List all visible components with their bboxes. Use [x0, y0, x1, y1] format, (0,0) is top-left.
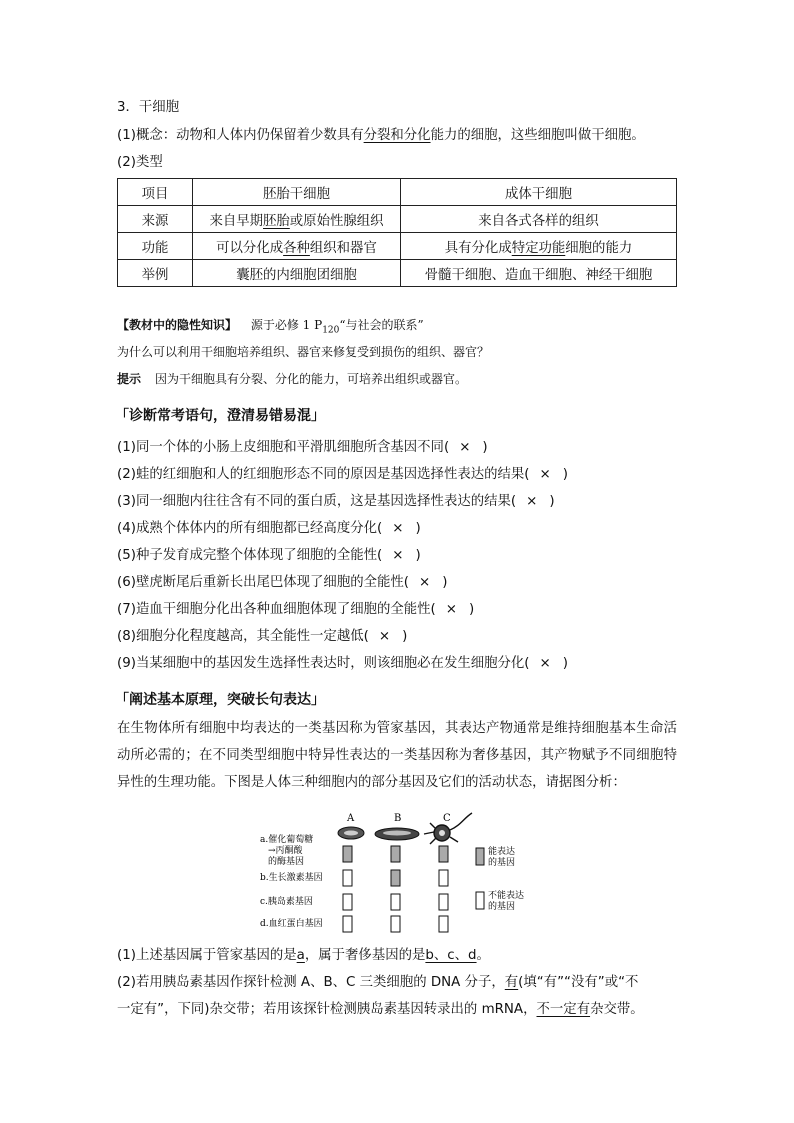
red-blood-cell-icon	[338, 827, 364, 839]
table-header-cell: 项目	[118, 179, 193, 206]
table-header-cell: 胚胎干细胞	[193, 179, 401, 206]
elongated-cell-icon	[375, 828, 419, 840]
judgement-item: (4)成熟个体体内的所有细胞都已经高度分化( × )	[117, 521, 421, 536]
gene-silent-bar	[439, 916, 448, 932]
gene-expression-figure	[258, 808, 548, 938]
legend-off-label: 的基因	[488, 902, 516, 912]
gene-expressed-bar	[391, 870, 400, 886]
gene-d-label: d.血红蛋白基因	[260, 919, 323, 929]
cell-label-a: A	[347, 813, 355, 824]
cell-label-c: C	[443, 813, 451, 824]
section-title-explain: 「阐述基本原理，突破长句表达」	[115, 692, 325, 708]
gene-silent-bar	[439, 870, 448, 886]
gene-expressed-bar	[439, 846, 448, 862]
judgement-item: (7)造血干细胞分化出各种血细胞体现了细胞的全能性( × )	[117, 602, 475, 617]
table-header-row	[118, 179, 677, 206]
judgement-item: (2)蛙的红细胞和人的红细胞形态不同的原因是基因选择性表达的结果( × )	[117, 467, 568, 482]
gene-silent-bar	[391, 894, 400, 910]
gene-c-label: c.胰岛素基因	[260, 897, 313, 907]
judgement-item: (8)细胞分化程度越高，其全能性一定越低( × )	[117, 629, 408, 644]
gene-expressed-bar	[391, 846, 400, 862]
adult-cell: 骨髓干细胞、造血干细胞、神经干细胞	[401, 260, 677, 287]
adult-cell: 具有分化成特定功能细胞的能力	[401, 233, 677, 260]
table-header-cell: 成体干细胞	[401, 179, 677, 206]
hidden-knowledge-answer: 提示 因为干细胞具有分裂、分化的能力，可培养出组织或器官。	[117, 372, 468, 386]
judgement-item: (5)种子发育成完整个体体现了细胞的全能性( × )	[117, 548, 421, 563]
concept-suffix: 能力的细胞，这些细胞叫做干细胞。	[430, 128, 645, 143]
judgement-item: (3)同一细胞内往往含有不同的蛋白质，这是基因选择性表达的结果( × )	[117, 494, 555, 509]
gene-silent-bar	[343, 894, 352, 910]
judgement-item: (6)壁虎断尾后重新长出尾巴体现了细胞的全能性( × )	[117, 575, 448, 590]
legend-off-label: 不能表达	[488, 891, 525, 901]
cell-label-b: B	[394, 813, 402, 824]
concept-prefix: (1)概念：动物和人体内仍保留着少数具有	[117, 128, 364, 143]
stem-cell-table	[117, 178, 677, 287]
gene-silent-bar	[343, 916, 352, 932]
question-2-line-1: (2)若用胰岛素基因作探针检测 A、B、C 三类细胞的 DNA 分子，有(填“有”“没有”或“不	[117, 975, 639, 990]
row-label: 来源	[118, 206, 193, 233]
judgement-item: (9)当某细胞中的基因发生选择性表达时，则该细胞必在发生细胞分化( × )	[117, 656, 568, 671]
gene-a-label: 的酶基因	[268, 857, 305, 867]
concept-answer: 分裂和分化	[363, 128, 431, 143]
judgement-item: (1)同一个体的小肠上皮细胞和平滑肌细胞所含基因不同( × )	[117, 440, 488, 455]
hidden-knowledge-title: 【教材中的隐性知识】 源于必修 1 $P_{120}“$与社会的联系”	[117, 318, 424, 336]
table-row	[118, 206, 677, 233]
gene-silent-bar	[391, 916, 400, 932]
legend-on-label: 的基因	[488, 858, 516, 868]
table-row	[118, 233, 677, 260]
gene-a-label: a.催化葡萄糖	[260, 835, 314, 845]
gene-silent-bar	[439, 894, 448, 910]
legend-on-swatch	[476, 848, 484, 865]
embryonic-cell: 囊胚的内细胞团细胞	[193, 260, 401, 287]
concept-line	[117, 124, 645, 143]
row-label: 举例	[118, 260, 193, 287]
gene-state-bars	[343, 846, 448, 932]
legend-on-label: 能表达	[488, 847, 516, 857]
explanation-paragraph: 在生物体所有细胞中均表达的一类基因称为管家基因，其表达产物通常是维持细胞基本生命活动所必需的；在不同类型细胞中特异性表达的一类基因称为奢侈基因，其产物赋予不同细胞特异性的生理功能。下图是人体三种细胞内的部分基因及它们的活动状态，请据图分析：	[117, 721, 677, 790]
question-2-line-2: 一定有”，下同)杂交带；若用该探针检测胰岛素基因转录出的 mRNA，不一定有杂交带。	[117, 1002, 644, 1017]
gene-b-label: b.生长激素基因	[260, 873, 323, 883]
section-title-diagnose: 「诊断常考语句，澄清易错易混」	[115, 408, 325, 424]
hidden-knowledge-question: 为什么可以利用干细胞培养组织、器官来修复受到损伤的组织、器官？	[117, 345, 490, 359]
gene-silent-bar	[343, 870, 352, 886]
question-1: (1)上述基因属于管家基因的是a，属于奢侈基因的是b、c、d。	[117, 948, 490, 963]
embryonic-cell: 可以分化成各种组织和器官	[193, 233, 401, 260]
types-label: (2)类型	[117, 155, 163, 170]
gene-a-label: →丙酮酸	[268, 846, 303, 856]
table-row	[118, 260, 677, 287]
section-heading: 3．干细胞	[117, 100, 180, 115]
adult-cell: 来自各式各样的组织	[401, 206, 677, 233]
gene-expressed-bar	[343, 846, 352, 862]
legend-off-swatch	[476, 892, 484, 909]
embryonic-cell: 来自早期胚胎或原始性腺组织	[193, 206, 401, 233]
row-label: 功能	[118, 233, 193, 260]
